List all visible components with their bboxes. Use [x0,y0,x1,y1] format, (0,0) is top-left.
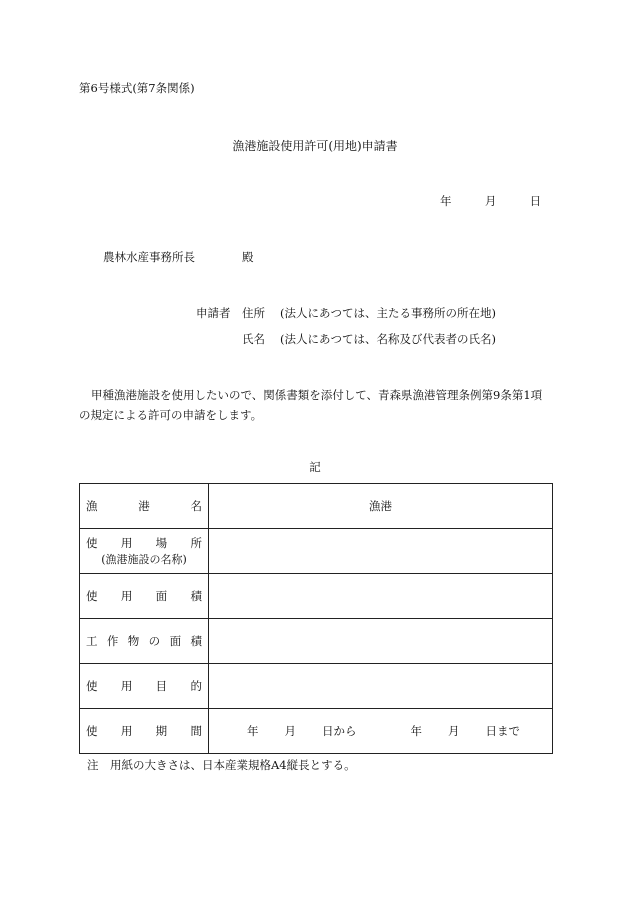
date-day: 日 [529,194,542,208]
document-title: 漁港施設使用許可(用地)申請書 [232,139,398,153]
period-end-month: 月 [448,724,460,738]
usage-location-subnote: (漁港施設の名称) [101,553,187,566]
addressee-name: 農林水産事務所長 [103,250,195,264]
table-row [80,574,553,619]
structure-area-value[interactable] [209,619,553,664]
table-row [80,709,553,754]
address-label: 住所 [242,306,265,320]
form-number: 第6号様式(第7条関係) [79,81,195,95]
period-end-day: 日まで [485,724,520,738]
row-label-usage-location: 使 用 場 所 (漁港施設の名称) [80,529,209,574]
period-start-month: 月 [284,724,296,738]
application-statement: 甲種漁港施設を使用したいので、関係書類を添付して、青森県漁港管理条例第9条第1項の規定による許可の申請をします。 [79,388,543,422]
footnote: 注 用紙の大きさは、日本産業規格A4縦長とする。 [87,758,356,772]
period-end-year: 年 [410,724,422,738]
date-year: 年 [440,194,452,208]
fishing-port-value[interactable]: 漁港 [209,484,553,529]
period-start-year: 年 [247,724,259,738]
table-row [80,529,553,574]
period-start-day: 日から [322,724,357,738]
usage-purpose-value[interactable] [209,664,553,709]
addressee-honorific: 殿 [242,250,254,264]
table-row [80,664,553,709]
table-row [80,619,553,664]
usage-area-value[interactable] [209,574,553,619]
name-label: 氏名 [242,332,265,346]
usage-period-value[interactable] [209,709,553,754]
row-label-structure-area: 工 作 物 の 面 積 [80,619,209,664]
row-label-usage-area: 使 用 面 積 [80,574,209,619]
row-label-usage-purpose: 使 用 目 的 [80,664,209,709]
ki-marker: 記 [309,460,321,474]
table-row [80,484,553,529]
applicant-label: 申請者 [196,306,231,320]
detail-table [79,483,553,754]
name-note: (法人にあつては、名称及び代表者の氏名) [280,332,496,346]
date-line [440,193,541,209]
address-note: (法人にあつては、主たる事務所の所在地) [280,306,496,320]
row-label-fishing-port: 漁 港 名 [80,484,209,529]
row-label-usage-period: 使 用 期 間 [80,709,209,754]
date-month: 月 [484,194,497,208]
usage-location-value[interactable] [209,529,553,574]
